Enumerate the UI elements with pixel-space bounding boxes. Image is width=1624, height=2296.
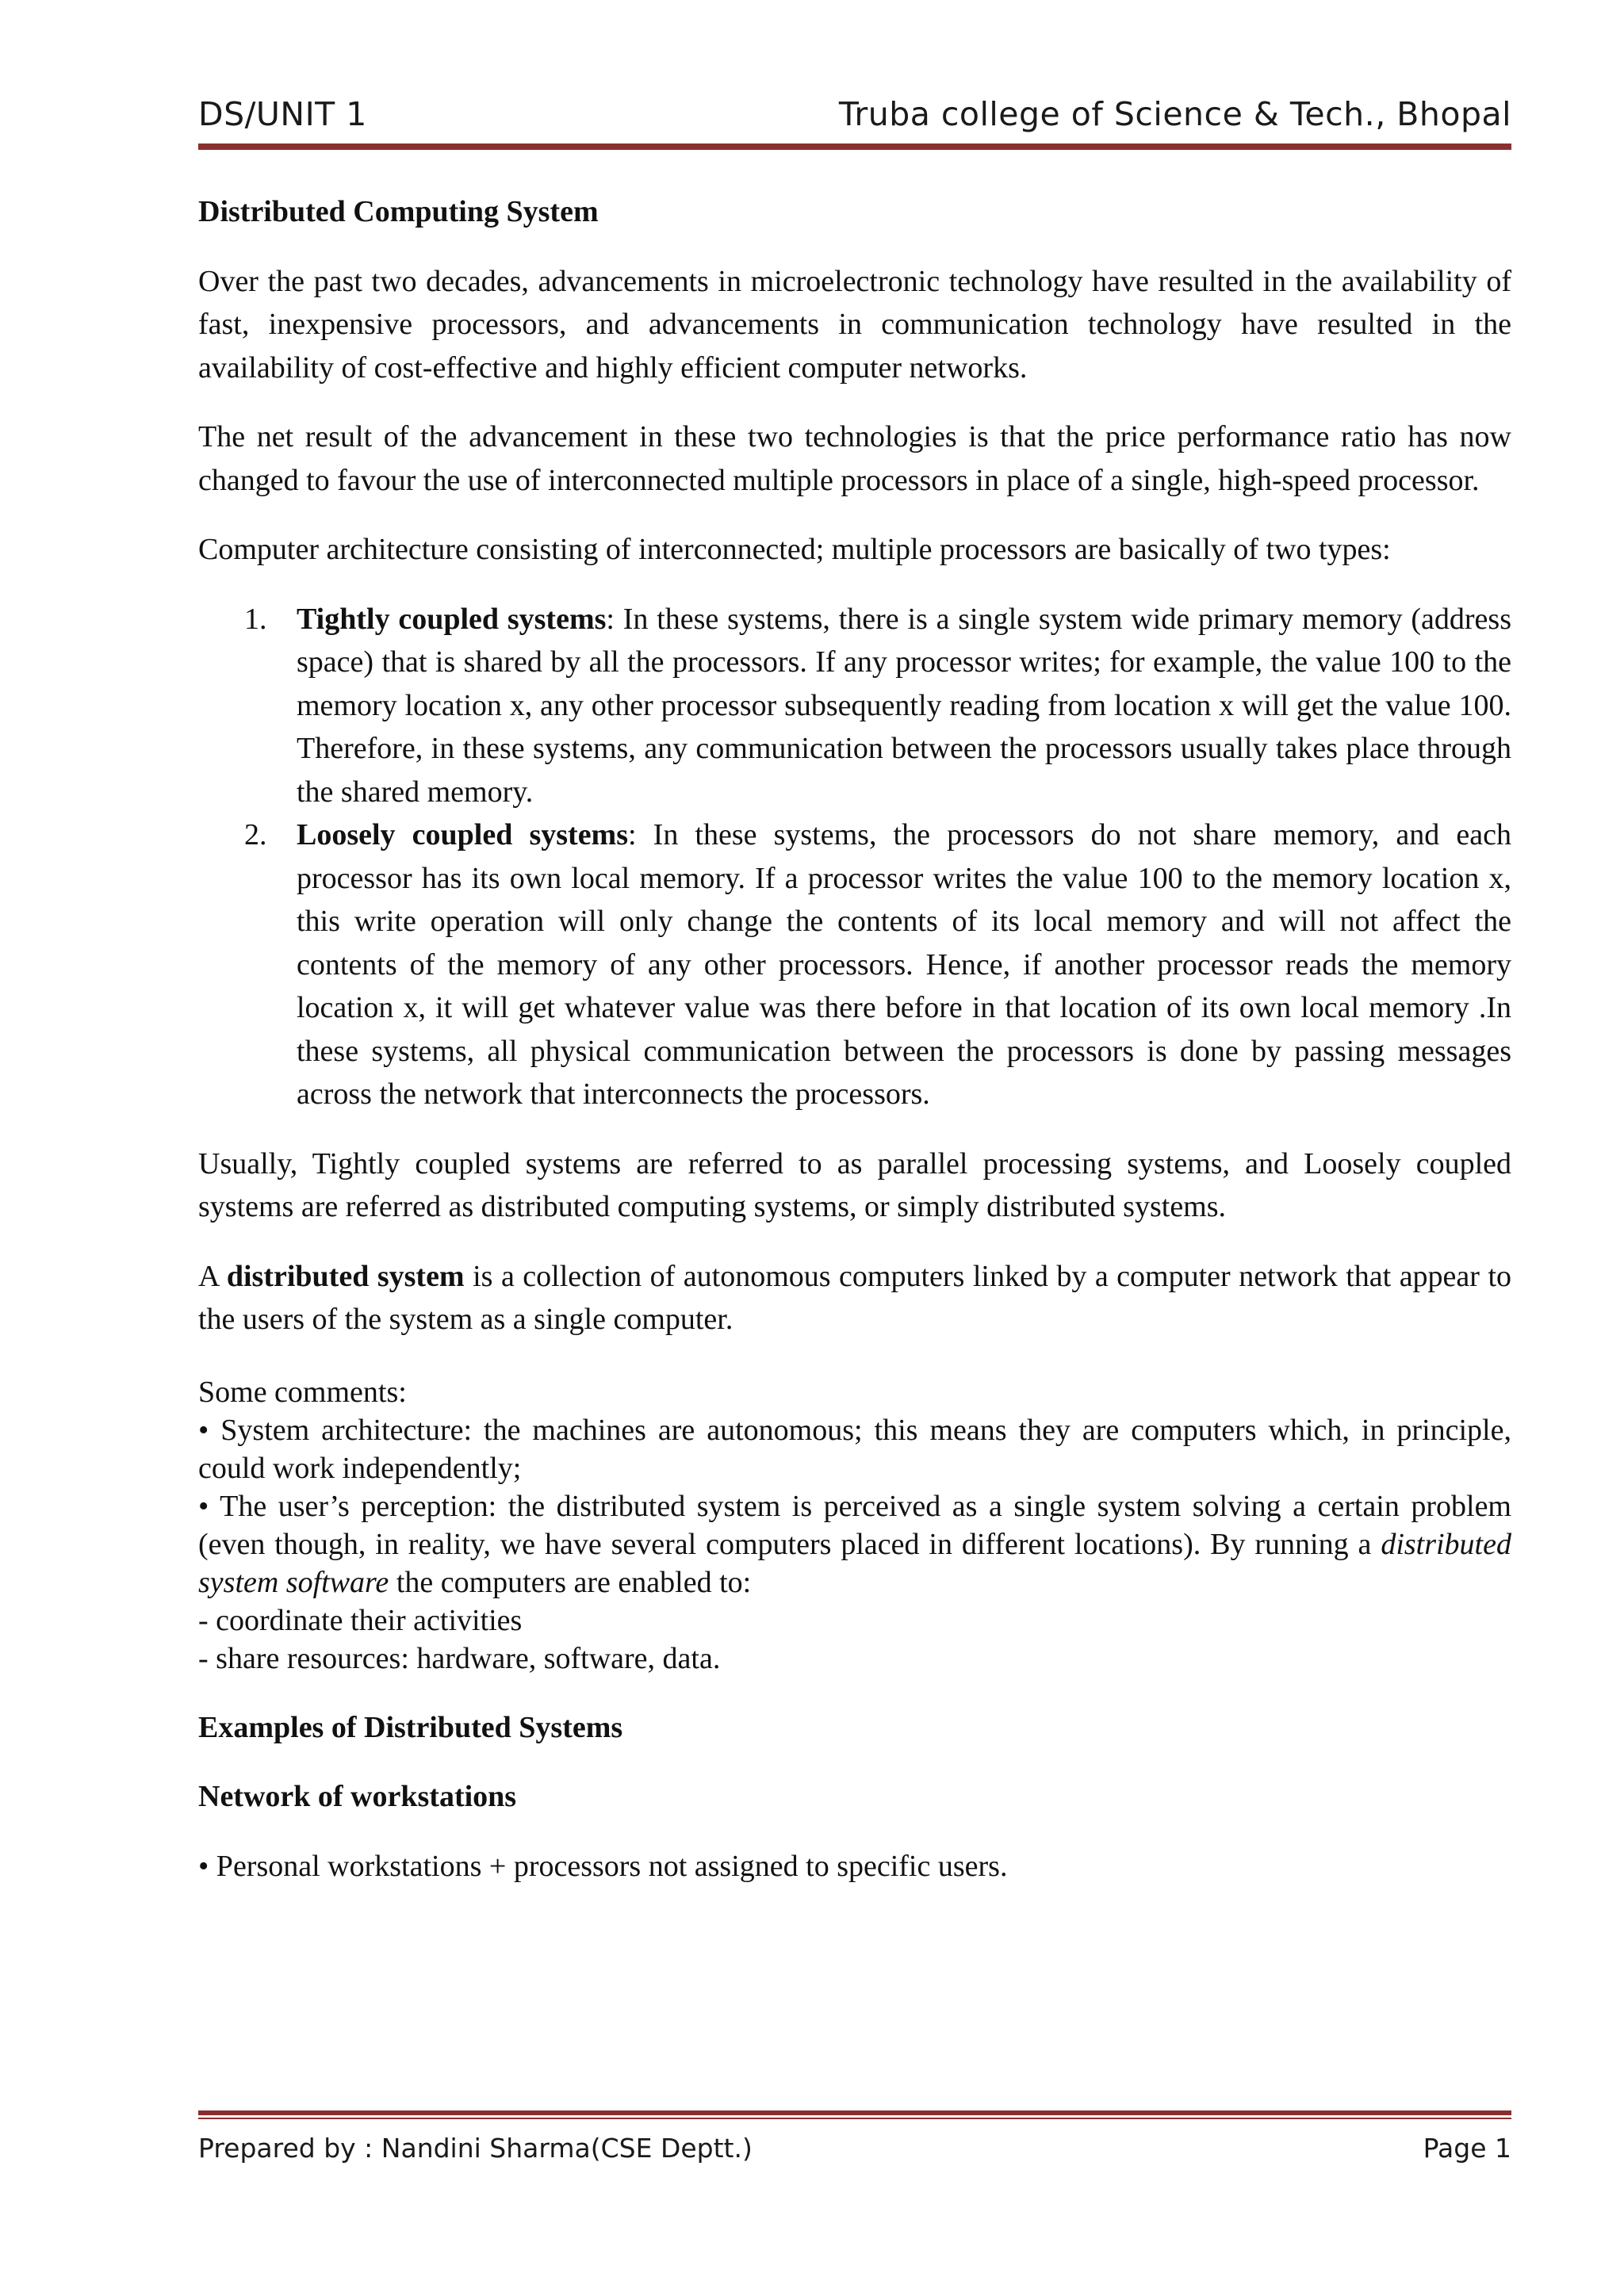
term-tightly-coupled: Tightly coupled systems <box>297 602 607 636</box>
comment-system-architecture: • System architecture: the machines are autonomous; this means they are computers which, in principle, could work independently; <box>198 1413 1511 1485</box>
definition-prefix: A <box>198 1259 227 1293</box>
page-content <box>198 190 1511 1914</box>
header-college: Truba college of Science & Tech., Bhopal <box>838 95 1511 133</box>
comments-block <box>198 1373 1511 1678</box>
dash-item-coordinate: - coordinate their activities <box>198 1603 523 1637</box>
term-loosely-coupled: Loosely coupled systems <box>297 818 628 851</box>
list-number: 2. <box>244 818 267 851</box>
comment-user-perception <box>198 1487 1511 1601</box>
dash-item-share-resources: - share resources: hardware, software, data. <box>198 1641 721 1675</box>
definition-term: distributed system <box>226 1259 465 1293</box>
intro-paragraph-1: Over the past two decades, advancements in microelectronic technology have resulted in the availability of fast, inexpensive processors, and advancements in communication technology have resulted in the availability of cost-effective and highly efficient computer networks. <box>198 264 1511 385</box>
definition-rest: is a collection of autonomous computers linked by a computer network that appear to the users of the system as a single computer. <box>198 1259 1511 1336</box>
intro-paragraph-3: Computer architecture consisting of interconnected; multiple processors are basically of two types: <box>198 533 1391 566</box>
examples-heading: Examples of Distributed Systems <box>198 1710 623 1744</box>
loosely-coupled-description: : In these systems, the processors do not share memory, and each processor has its own local memory. If a processor writes the value 100 to the memory location x, this write operation will only change the contents of its local memory and will not affect the contents of the memory of any other processors. Hence, if another processor reads the memory location x, it will get whatever value was there before in that location of its own local memory .In these systems, all physical communication between the processors is done by passing messages across the network that interconnects the processors. <box>297 818 1511 1111</box>
user-perception-tail: the computers are enabled to: <box>389 1565 752 1599</box>
user-perception-text: • The user’s perception: the distributed system is perceived as a single system solving a certain problem (even though, in reality, we have several computers placed in different locations). By running a <box>198 1489 1511 1561</box>
tightly-coupled-description: : In these systems, there is a single system wide primary memory (address space) that is shared by all the processors. If any processor writes; for example, the value 100 to the memory location x, any other processor subsequently reading from location x will get the value 100. Therefore, in these systems, any communication between the processors usually takes place through the shared memory. <box>297 602 1511 809</box>
footer-rule <box>198 2110 1511 2119</box>
section-title: Distributed Computing System <box>198 195 599 228</box>
usually-paragraph: Usually, Tightly coupled systems are referred to as parallel processing systems, and Loosely coupled systems are referred as distributed computing systems, or simply distributed systems. <box>198 1146 1511 1223</box>
header-unit: DS/UNIT 1 <box>198 95 367 133</box>
system-types-list <box>198 598 1511 1116</box>
list-number: 1. <box>244 602 267 636</box>
distributed-system-software-term: distributed system software <box>198 1527 1511 1599</box>
list-item-loosely-coupled <box>198 813 1511 1116</box>
comments-heading: Some comments: <box>198 1375 407 1409</box>
header-rule <box>198 144 1511 151</box>
definition-paragraph <box>198 1255 1511 1341</box>
page-number: Page 1 <box>1423 2133 1511 2164</box>
network-of-workstations-heading: Network of workstations <box>198 1780 517 1813</box>
intro-paragraph-2: The net result of the advancement in these two technologies is that the price performance ratio has now changed to favour the use of interconnected multiple processors in place of a single, high-speed processor. <box>198 420 1511 497</box>
footer-author: Prepared by : Nandini Sharma(CSE Deptt.) <box>198 2133 753 2164</box>
workstations-bullet: • Personal workstations + processors not assigned to specific users. <box>198 1849 1008 1883</box>
list-item-tightly-coupled <box>198 598 1511 814</box>
